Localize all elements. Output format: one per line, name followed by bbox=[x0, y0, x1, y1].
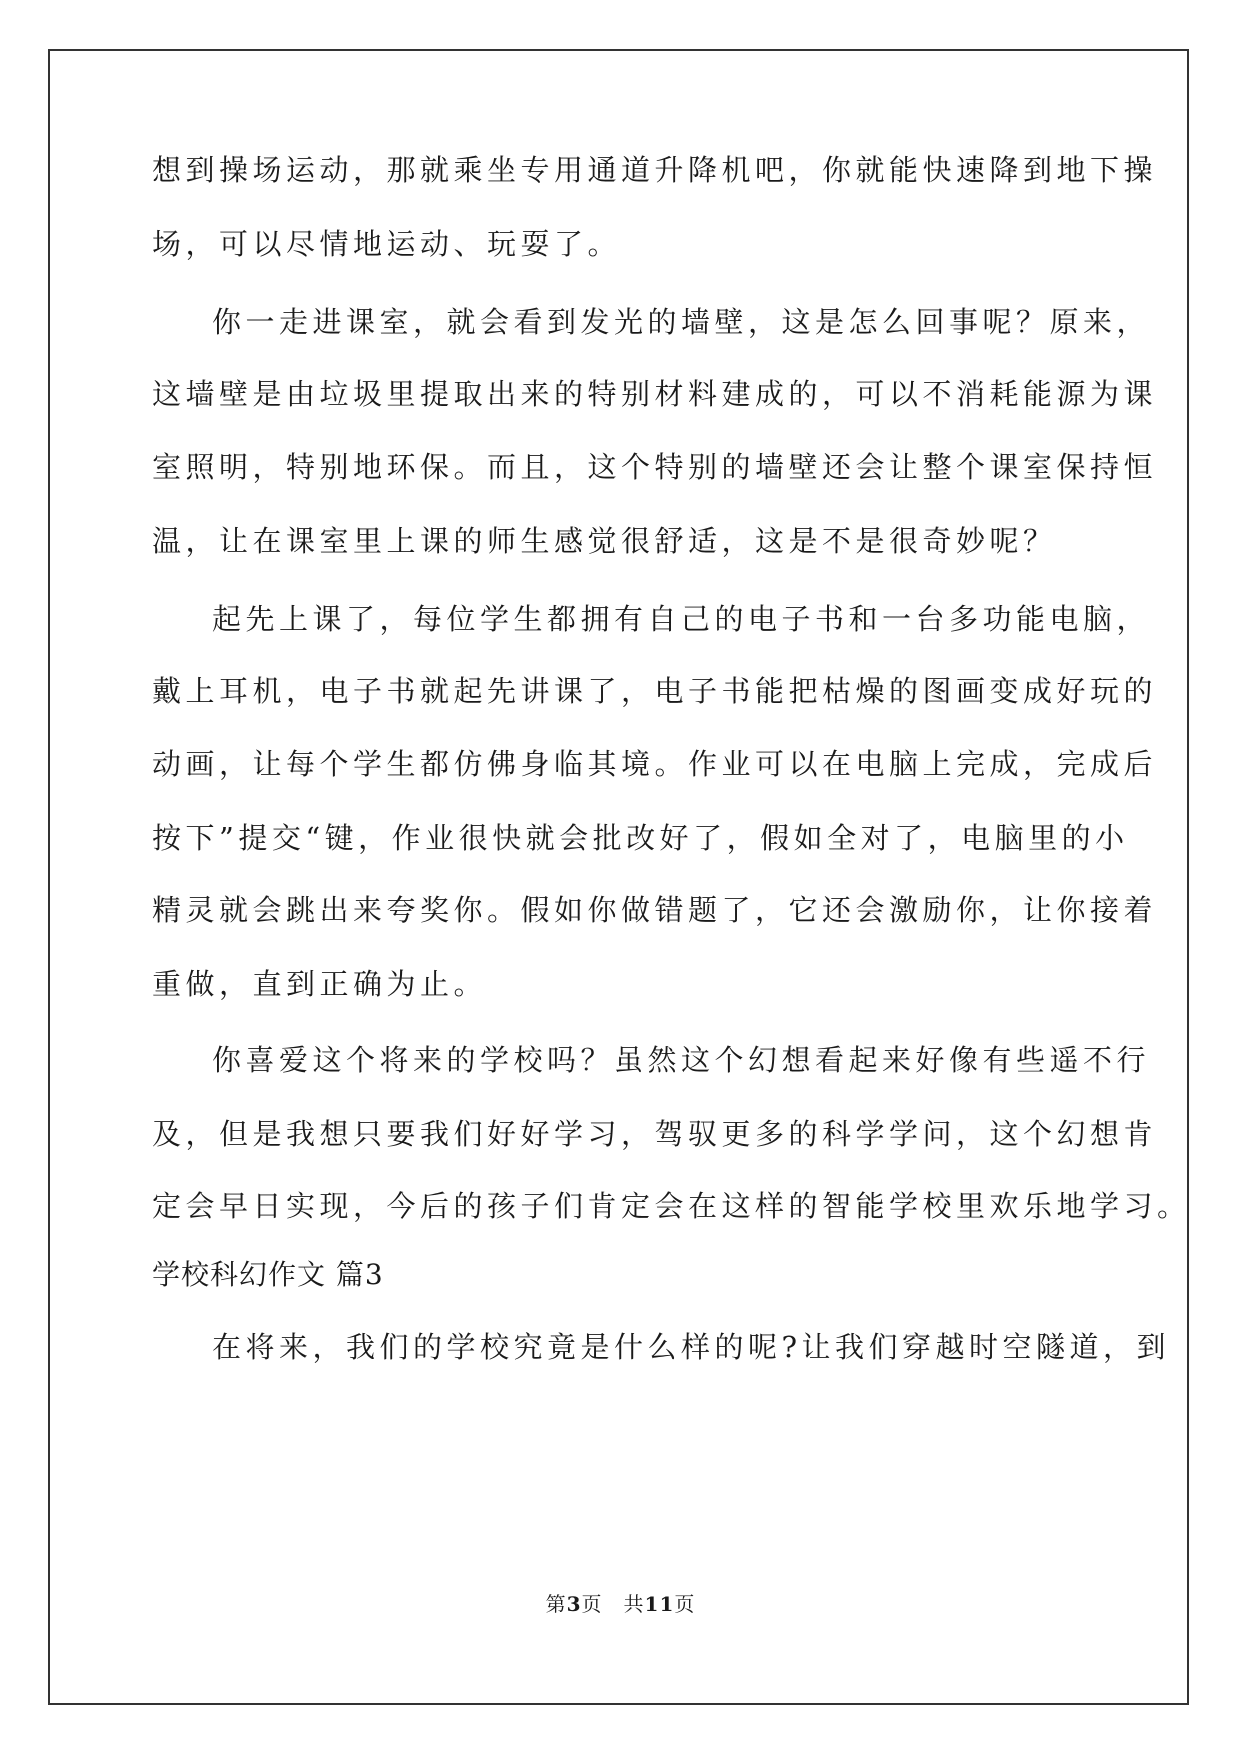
text-line: 温，让在课室里上课的师生感觉很舒适，这是不是很奇妙呢？ bbox=[152, 524, 1057, 558]
text-line: 按下”提交“键，作业很快就会批改好了，假如全对了，电脑里的小 bbox=[152, 821, 1129, 855]
text-line: 在将来，我们的学校究竟是什么样的呢?让我们穿越时空隧道，到 bbox=[212, 1330, 1171, 1364]
text-line: 重做，直到正确为止。 bbox=[152, 967, 488, 1001]
page-footer bbox=[0, 1592, 1241, 1616]
text-line: 定会早日实现，今后的孩子们肯定会在这样的智能学校里欢乐地学习。 bbox=[152, 1189, 1191, 1223]
page-border bbox=[48, 49, 1189, 1705]
text-line: 及，但是我想只要我们好好学习，驾驭更多的科学学问，这个幻想肯 bbox=[152, 1117, 1158, 1151]
text-line: 你喜爱这个将来的学校吗？虽然这个幻想看起来好像有些遥不行 bbox=[212, 1043, 1151, 1077]
text-line: 室照明，特别地环保。而且，这个特别的墙壁还会让整个课室保持恒 bbox=[152, 450, 1158, 484]
text-line: 场，可以尽情地运动、玩耍了。 bbox=[152, 227, 622, 261]
text-line: 这墙壁是由垃圾里提取出来的特别材料建成的，可以不消耗能源为课 bbox=[152, 377, 1158, 411]
text-line: 起先上课了，每位学生都拥有自己的电子书和一台多功能电脑， bbox=[212, 602, 1151, 636]
text-line: 你一走进课室，就会看到发光的墙壁，这是怎么回事呢？原来， bbox=[212, 305, 1151, 339]
footer-page-current: 3 bbox=[566, 1592, 582, 1616]
footer-page-prefix: 第 bbox=[545, 1592, 567, 1616]
footer-page-total: 11 bbox=[644, 1592, 675, 1616]
text-line: 想到操场运动，那就乘坐专用通道升降机吧，你就能快速降到地下操 bbox=[152, 153, 1158, 187]
section-heading: 学校科幻作文 篇3 bbox=[152, 1258, 384, 1291]
text-line: 戴上耳机，电子书就起先讲课了，电子书能把枯燥的图画变成好玩的 bbox=[152, 674, 1158, 708]
footer-page-suffix: 页 bbox=[674, 1592, 696, 1616]
footer-page-mid: 页 共 bbox=[581, 1592, 645, 1616]
text-line: 精灵就会跳出来夸奖你。假如你做错题了，它还会激励你，让你接着 bbox=[152, 893, 1158, 927]
text-line: 动画，让每个学生都仿佛身临其境。作业可以在电脑上完成，完成后 bbox=[152, 747, 1158, 781]
